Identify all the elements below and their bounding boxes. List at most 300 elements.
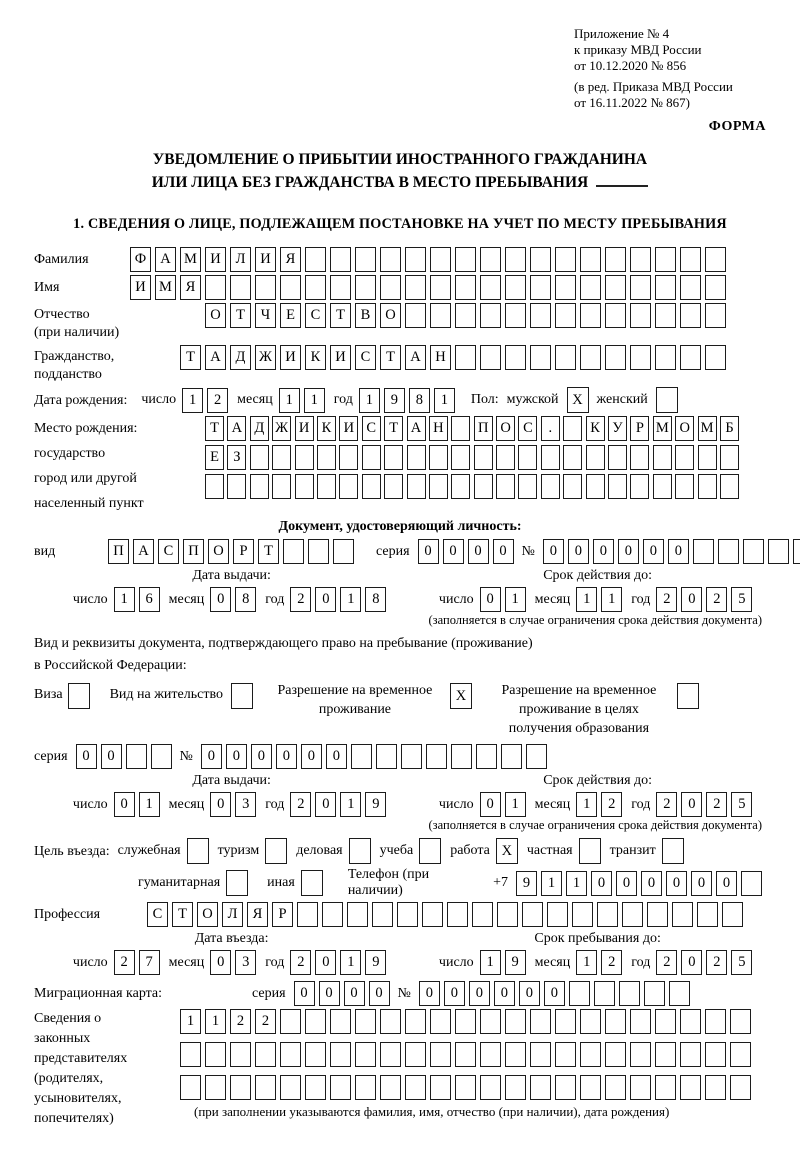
char-cell[interactable] [608,474,627,499]
char-cell[interactable]: Т [230,303,251,328]
char-cell[interactable]: 0 [101,744,122,769]
char-cell[interactable] [376,744,397,769]
char-cell[interactable]: О [205,303,226,328]
char-cell[interactable] [768,539,789,564]
char-cell[interactable]: А [227,416,246,441]
char-cell[interactable] [280,1009,301,1034]
char-cell[interactable] [407,445,426,470]
char-cell[interactable]: Т [172,902,193,927]
char-cell[interactable] [429,474,448,499]
char-cell[interactable]: 1 [541,871,562,896]
char-cell[interactable]: 0 [691,871,712,896]
char-cell[interactable] [630,1075,651,1100]
char-cell[interactable]: 0 [641,871,662,896]
char-cell[interactable]: С [147,902,168,927]
char-cell[interactable]: С [305,303,326,328]
char-cell[interactable] [644,981,665,1006]
char-cell[interactable]: Н [430,345,451,370]
char-cell[interactable]: 1 [279,388,300,413]
char-cell[interactable]: 0 [319,981,340,1006]
char-cell[interactable]: 1 [505,587,526,612]
char-cell[interactable]: 0 [668,539,689,564]
char-cell[interactable] [362,445,381,470]
char-cell[interactable]: 9 [384,388,405,413]
char-cell[interactable] [297,902,318,927]
char-cell[interactable]: 0 [315,950,336,975]
char-cell[interactable]: 1 [576,587,597,612]
char-cell[interactable] [455,303,476,328]
char-cell[interactable] [380,1042,401,1067]
char-cell[interactable]: 0 [344,981,365,1006]
char-cell[interactable]: 0 [418,539,439,564]
char-cell[interactable] [455,247,476,272]
purpose-humanitarian-checkbox[interactable] [226,870,248,896]
char-cell[interactable]: 1 [114,587,135,612]
char-cell[interactable] [580,1075,601,1100]
char-cell[interactable]: 0 [494,981,515,1006]
char-cell[interactable]: 0 [369,981,390,1006]
char-cell[interactable] [455,1009,476,1034]
purpose-official-checkbox[interactable] [187,838,209,864]
char-cell[interactable]: К [586,416,605,441]
char-cell[interactable]: П [474,416,493,441]
char-cell[interactable]: Т [180,345,201,370]
char-cell[interactable] [380,275,401,300]
char-cell[interactable] [605,247,626,272]
char-cell[interactable] [405,1009,426,1034]
char-cell[interactable] [330,1075,351,1100]
char-cell[interactable] [480,275,501,300]
char-cell[interactable] [630,445,649,470]
char-cell[interactable] [518,474,537,499]
char-cell[interactable]: 0 [114,792,135,817]
purpose-tourism-checkbox[interactable] [265,838,287,864]
char-cell[interactable] [455,345,476,370]
purpose-study-checkbox[interactable] [419,838,441,864]
char-cell[interactable] [718,539,739,564]
char-cell[interactable]: О [197,902,218,927]
char-cell[interactable]: 0 [210,587,231,612]
char-cell[interactable] [455,275,476,300]
char-cell[interactable] [619,981,640,1006]
char-cell[interactable] [429,445,448,470]
char-cell[interactable]: 0 [480,587,501,612]
char-cell[interactable]: К [317,416,336,441]
char-cell[interactable]: 2 [601,792,622,817]
char-cell[interactable] [594,981,615,1006]
char-cell[interactable] [555,345,576,370]
char-cell[interactable] [480,247,501,272]
char-cell[interactable] [430,1075,451,1100]
char-cell[interactable] [569,981,590,1006]
char-cell[interactable] [205,1075,226,1100]
char-cell[interactable]: 2 [656,792,677,817]
char-cell[interactable] [705,1009,726,1034]
char-cell[interactable]: Д [250,416,269,441]
char-cell[interactable] [655,303,676,328]
char-cell[interactable] [530,303,551,328]
char-cell[interactable]: И [330,345,351,370]
char-cell[interactable]: 1 [576,950,597,975]
char-cell[interactable]: 0 [210,792,231,817]
char-cell[interactable] [580,1009,601,1034]
char-cell[interactable] [730,1075,751,1100]
char-cell[interactable] [384,445,403,470]
char-cell[interactable] [272,474,291,499]
char-cell[interactable] [317,445,336,470]
char-cell[interactable] [401,744,422,769]
char-cell[interactable] [455,1042,476,1067]
char-cell[interactable]: О [380,303,401,328]
char-cell[interactable] [705,303,726,328]
char-cell[interactable] [705,247,726,272]
char-cell[interactable] [675,474,694,499]
char-cell[interactable]: 1 [205,1009,226,1034]
char-cell[interactable] [451,744,472,769]
char-cell[interactable]: 1 [359,388,380,413]
char-cell[interactable] [430,275,451,300]
char-cell[interactable]: 2 [706,792,727,817]
char-cell[interactable] [605,275,626,300]
char-cell[interactable] [330,1042,351,1067]
char-cell[interactable]: 1 [576,792,597,817]
char-cell[interactable]: 0 [519,981,540,1006]
char-cell[interactable] [317,474,336,499]
char-cell[interactable] [580,1042,601,1067]
char-cell[interactable] [693,539,714,564]
char-cell[interactable] [630,247,651,272]
char-cell[interactable] [605,1042,626,1067]
char-cell[interactable] [605,345,626,370]
char-cell[interactable] [608,445,627,470]
char-cell[interactable]: 5 [731,792,752,817]
char-cell[interactable] [384,474,403,499]
char-cell[interactable] [541,445,560,470]
char-cell[interactable]: 2 [706,950,727,975]
char-cell[interactable] [355,1009,376,1034]
char-cell[interactable] [230,1075,251,1100]
char-cell[interactable]: 5 [731,587,752,612]
char-cell[interactable] [541,474,560,499]
char-cell[interactable]: 5 [731,950,752,975]
char-cell[interactable]: 2 [601,950,622,975]
char-cell[interactable] [362,474,381,499]
char-cell[interactable] [630,275,651,300]
char-cell[interactable] [322,902,343,927]
char-cell[interactable]: Я [180,275,201,300]
char-cell[interactable]: 0 [493,539,514,564]
char-cell[interactable]: 1 [340,587,361,612]
char-cell[interactable] [605,1009,626,1034]
char-cell[interactable]: 0 [681,950,702,975]
char-cell[interactable]: 8 [409,388,430,413]
char-cell[interactable]: У [608,416,627,441]
char-cell[interactable] [655,275,676,300]
char-cell[interactable] [455,1075,476,1100]
char-cell[interactable] [555,1075,576,1100]
char-cell[interactable] [720,474,739,499]
char-cell[interactable] [405,275,426,300]
char-cell[interactable]: 2 [656,950,677,975]
char-cell[interactable]: 9 [365,950,386,975]
char-cell[interactable] [655,1009,676,1034]
char-cell[interactable] [255,1042,276,1067]
char-cell[interactable] [505,247,526,272]
char-cell[interactable]: Т [384,416,403,441]
char-cell[interactable]: А [407,416,426,441]
char-cell[interactable] [355,1075,376,1100]
char-cell[interactable] [680,1009,701,1034]
char-cell[interactable] [407,474,426,499]
char-cell[interactable] [355,275,376,300]
char-cell[interactable] [397,902,418,927]
char-cell[interactable]: 0 [480,792,501,817]
char-cell[interactable] [347,902,368,927]
char-cell[interactable] [330,247,351,272]
char-cell[interactable] [380,247,401,272]
char-cell[interactable] [305,1009,326,1034]
temp-residence-education-checkbox[interactable] [677,683,699,709]
char-cell[interactable] [405,303,426,328]
char-cell[interactable] [555,1009,576,1034]
char-cell[interactable]: Т [330,303,351,328]
char-cell[interactable] [308,539,329,564]
char-cell[interactable] [530,345,551,370]
char-cell[interactable]: О [496,416,515,441]
char-cell[interactable] [680,1075,701,1100]
char-cell[interactable] [333,539,354,564]
char-cell[interactable]: Р [233,539,254,564]
char-cell[interactable] [474,445,493,470]
char-cell[interactable] [430,1042,451,1067]
char-cell[interactable] [496,474,515,499]
char-cell[interactable] [680,1042,701,1067]
char-cell[interactable] [472,902,493,927]
char-cell[interactable]: Ж [272,416,291,441]
char-cell[interactable] [451,474,470,499]
char-cell[interactable] [743,539,764,564]
char-cell[interactable]: С [518,416,537,441]
char-cell[interactable] [655,247,676,272]
char-cell[interactable] [255,275,276,300]
char-cell[interactable]: Л [222,902,243,927]
char-cell[interactable] [653,445,672,470]
char-cell[interactable]: Б [720,416,739,441]
char-cell[interactable] [205,275,226,300]
char-cell[interactable]: 0 [544,981,565,1006]
char-cell[interactable] [351,744,372,769]
char-cell[interactable]: 2 [290,950,311,975]
char-cell[interactable] [586,474,605,499]
char-cell[interactable]: С [355,345,376,370]
char-cell[interactable]: М [155,275,176,300]
char-cell[interactable] [526,744,547,769]
char-cell[interactable]: П [183,539,204,564]
char-cell[interactable] [555,247,576,272]
char-cell[interactable] [672,902,693,927]
char-cell[interactable] [530,1042,551,1067]
char-cell[interactable] [530,275,551,300]
char-cell[interactable] [480,1009,501,1034]
char-cell[interactable] [605,1075,626,1100]
char-cell[interactable]: 2 [255,1009,276,1034]
char-cell[interactable]: В [355,303,376,328]
char-cell[interactable] [497,902,518,927]
char-cell[interactable]: 8 [235,587,256,612]
char-cell[interactable]: А [405,345,426,370]
char-cell[interactable] [305,247,326,272]
char-cell[interactable] [451,445,470,470]
char-cell[interactable] [698,474,717,499]
char-cell[interactable] [669,981,690,1006]
char-cell[interactable] [630,474,649,499]
char-cell[interactable]: Ж [255,345,276,370]
char-cell[interactable]: 1 [480,950,501,975]
char-cell[interactable]: 0 [76,744,97,769]
char-cell[interactable]: 0 [681,587,702,612]
char-cell[interactable]: И [205,247,226,272]
char-cell[interactable]: И [295,416,314,441]
char-cell[interactable]: 0 [326,744,347,769]
char-cell[interactable] [372,902,393,927]
char-cell[interactable] [496,445,515,470]
char-cell[interactable] [422,902,443,927]
char-cell[interactable]: Е [280,303,301,328]
char-cell[interactable] [230,1042,251,1067]
char-cell[interactable] [630,1042,651,1067]
char-cell[interactable]: 1 [566,871,587,896]
char-cell[interactable]: 0 [201,744,222,769]
char-cell[interactable] [555,1042,576,1067]
char-cell[interactable] [572,902,593,927]
char-cell[interactable] [339,474,358,499]
char-cell[interactable]: 0 [543,539,564,564]
char-cell[interactable]: М [698,416,717,441]
char-cell[interactable]: 1 [340,792,361,817]
char-cell[interactable] [380,1009,401,1034]
char-cell[interactable] [741,871,762,896]
char-cell[interactable]: 0 [469,981,490,1006]
char-cell[interactable]: 9 [365,792,386,817]
char-cell[interactable]: О [208,539,229,564]
char-cell[interactable] [205,474,224,499]
char-cell[interactable] [126,744,147,769]
char-cell[interactable] [330,275,351,300]
char-cell[interactable]: 0 [468,539,489,564]
char-cell[interactable] [580,247,601,272]
char-cell[interactable] [580,303,601,328]
char-cell[interactable] [305,1042,326,1067]
char-cell[interactable] [697,902,718,927]
purpose-work-checkbox[interactable]: X [496,838,518,864]
char-cell[interactable]: 6 [139,587,160,612]
char-cell[interactable]: 1 [340,950,361,975]
char-cell[interactable] [250,474,269,499]
char-cell[interactable]: И [280,345,301,370]
char-cell[interactable]: 0 [315,792,336,817]
char-cell[interactable]: 8 [365,587,386,612]
char-cell[interactable]: 1 [139,792,160,817]
char-cell[interactable]: 0 [593,539,614,564]
char-cell[interactable] [647,902,668,927]
char-cell[interactable] [655,1042,676,1067]
char-cell[interactable] [151,744,172,769]
char-cell[interactable] [622,902,643,927]
char-cell[interactable]: 2 [114,950,135,975]
char-cell[interactable]: 1 [434,388,455,413]
temp-residence-checkbox[interactable]: X [450,683,472,709]
char-cell[interactable]: 0 [301,744,322,769]
char-cell[interactable]: 2 [207,388,228,413]
residence-permit-checkbox[interactable] [231,683,253,709]
char-cell[interactable] [476,744,497,769]
char-cell[interactable] [230,275,251,300]
char-cell[interactable]: С [158,539,179,564]
char-cell[interactable] [555,303,576,328]
char-cell[interactable] [605,303,626,328]
char-cell[interactable]: Ч [255,303,276,328]
char-cell[interactable]: Н [429,416,448,441]
char-cell[interactable]: О [675,416,694,441]
char-cell[interactable]: 1 [180,1009,201,1034]
char-cell[interactable]: Я [247,902,268,927]
char-cell[interactable]: 1 [505,792,526,817]
char-cell[interactable] [430,1009,451,1034]
char-cell[interactable] [405,247,426,272]
char-cell[interactable] [305,1075,326,1100]
char-cell[interactable] [280,275,301,300]
char-cell[interactable]: А [155,247,176,272]
char-cell[interactable] [680,275,701,300]
char-cell[interactable] [705,345,726,370]
char-cell[interactable] [505,303,526,328]
char-cell[interactable] [295,445,314,470]
char-cell[interactable]: 0 [276,744,297,769]
char-cell[interactable] [530,1075,551,1100]
char-cell[interactable]: А [205,345,226,370]
char-cell[interactable]: И [130,275,151,300]
char-cell[interactable] [430,247,451,272]
char-cell[interactable]: К [305,345,326,370]
char-cell[interactable]: 1 [304,388,325,413]
char-cell[interactable] [280,1075,301,1100]
char-cell[interactable] [272,445,291,470]
char-cell[interactable] [355,1042,376,1067]
char-cell[interactable] [522,902,543,927]
char-cell[interactable] [505,1042,526,1067]
char-cell[interactable]: 0 [443,539,464,564]
char-cell[interactable] [505,1075,526,1100]
char-cell[interactable] [705,1042,726,1067]
char-cell[interactable] [653,474,672,499]
char-cell[interactable]: 1 [601,587,622,612]
char-cell[interactable] [330,1009,351,1034]
char-cell[interactable] [339,445,358,470]
char-cell[interactable] [680,345,701,370]
char-cell[interactable]: 0 [226,744,247,769]
gender-male-checkbox[interactable]: X [567,387,589,413]
char-cell[interactable]: 0 [716,871,737,896]
char-cell[interactable]: 2 [290,792,311,817]
char-cell[interactable] [680,247,701,272]
char-cell[interactable] [580,345,601,370]
char-cell[interactable] [295,474,314,499]
char-cell[interactable]: 0 [643,539,664,564]
char-cell[interactable] [705,1075,726,1100]
purpose-other-checkbox[interactable] [301,870,323,896]
char-cell[interactable] [480,1075,501,1100]
char-cell[interactable] [305,275,326,300]
